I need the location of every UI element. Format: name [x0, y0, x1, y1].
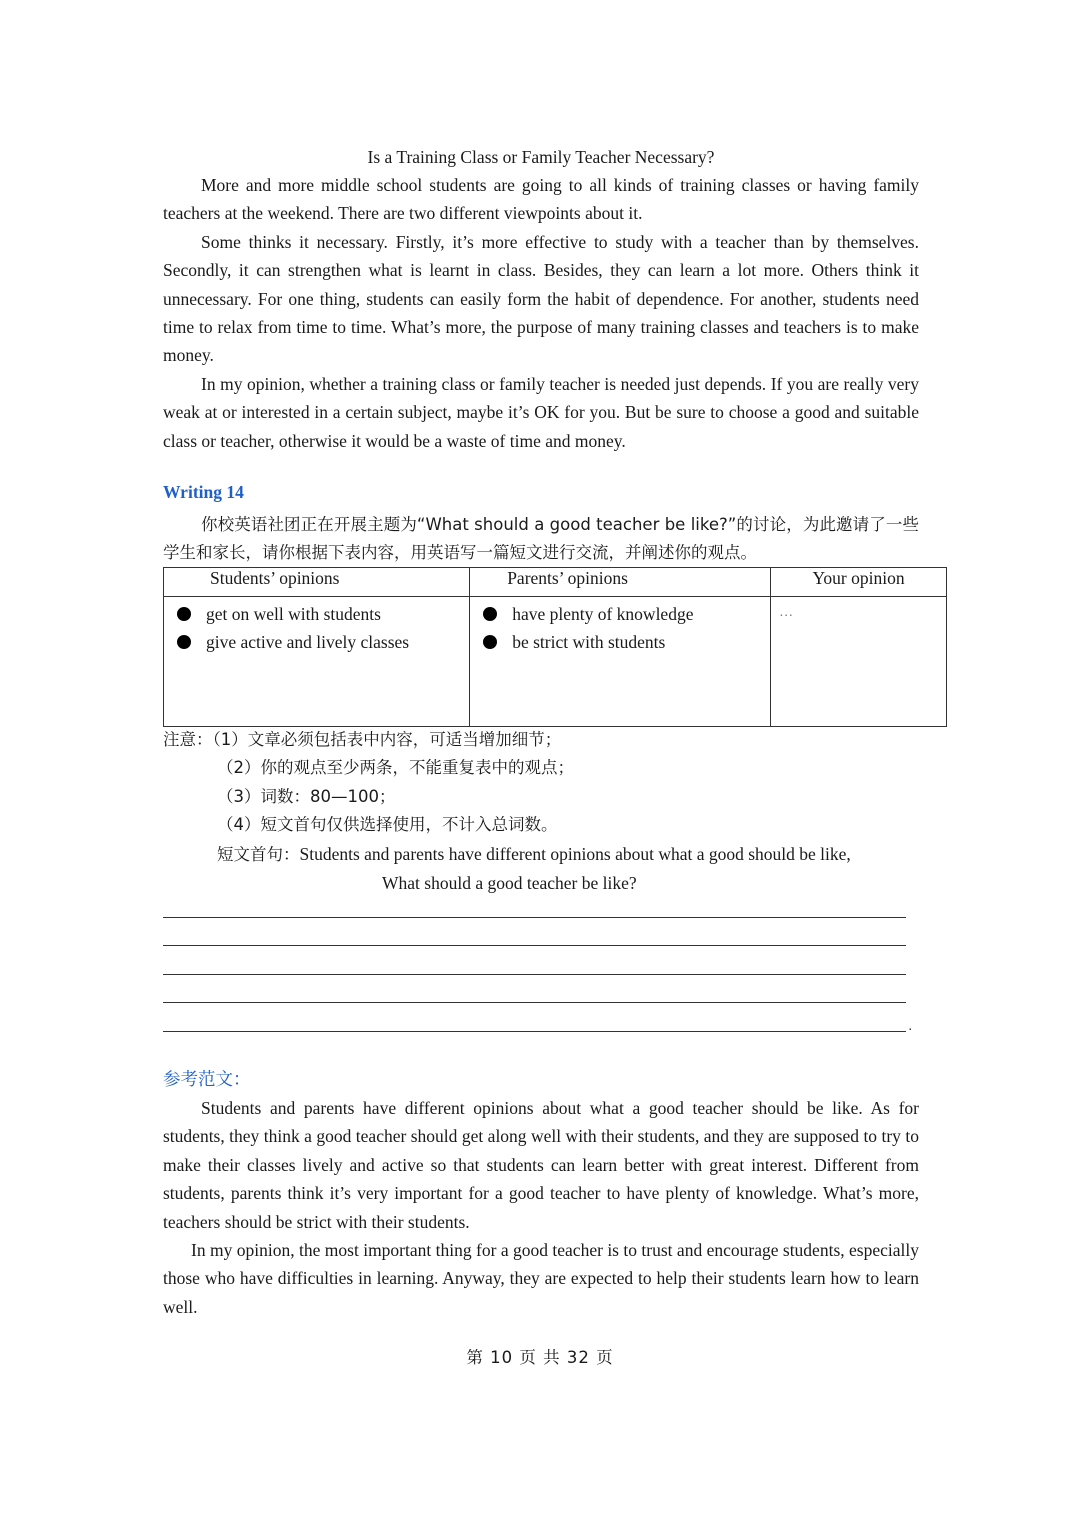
answer-line[interactable] — [163, 975, 906, 1003]
notes-label: 注意： — [163, 730, 213, 749]
opener-line-2: What should a good teacher be like? — [382, 873, 637, 894]
reference-body — [163, 1094, 919, 1321]
essay-paragraph: Some thinks it necessary. Firstly, it’s more effective to study with a teacher than by themselves. Secondly, it can strengthen what is learnt in class. Besides, they can learn a lot more. Others think it unnecessary. For one thing, students can easily form the habit of dependence. For another, students need time to relax from time to time. What’s more, the purpose of many training classes and teachers is to make money. — [163, 231, 919, 366]
header-students: Students’ opinions — [164, 568, 470, 597]
students-cell — [164, 597, 470, 727]
reference-paragraph: Students and parents have different opinions about what a good teacher should be like. As for students, they think a good teacher should get along well with their students, and they are supposed to try to make their classes lively and active so that students can learn better with great interest. Different from students, parents think it’s very important for a good teacher to have plenty of knowledge. What’s more, teachers should be strict with their students. — [163, 1098, 919, 1232]
list-item: get on well with students — [172, 600, 461, 628]
answer-line[interactable] — [163, 1003, 912, 1034]
answer-line[interactable] — [163, 918, 906, 946]
note-item: （2）你的观点至少两条，不能重复表中的观点； — [217, 758, 574, 778]
table-header-row — [164, 568, 947, 597]
answer-lines[interactable] — [163, 918, 912, 1034]
page-footer: 第 10 页 共 32 页 — [466, 1348, 614, 1367]
reference-paragraph: In my opinion, the most important thing for a good teacher is to trust and encourage students, especially those who have difficulties in learning. Anyway, they are expected to help their students learn how to learn well. — [163, 1240, 919, 1317]
list-item: be strict with students — [478, 628, 762, 656]
writing-prompt: 你校英语社团正在开展主题为“What should a good teacher be like?”的讨论，为此邀请了一些学生和家长，请你根据下表内容，用英语写一篇短文进行交流，并阐述你的观点。 — [163, 515, 919, 563]
opinions-table — [163, 567, 947, 727]
list-item: have plenty of knowledge — [478, 600, 762, 628]
opener-label: 短文首句： — [217, 844, 300, 864]
essay-paragraph: In my opinion, whether a training class or family teacher is needed just depends. If you are really very weak at or interested in a certain subject, maybe it’s OK for you. But be sure to choose a good and suitable class or teacher, otherwise it would be a waste of time and money. — [163, 373, 919, 451]
essay-body — [163, 171, 919, 455]
your-opinion-cell[interactable] — [771, 597, 947, 727]
note-item: （4）短文首句仅供选择使用，不计入总词数。 — [217, 815, 558, 835]
note-item: （3）词数：80—100； — [217, 786, 396, 806]
note-item: （1）文章必须包括表中内容，可适当增加细节； — [212, 730, 562, 749]
table-row — [164, 597, 947, 727]
header-parents: Parents’ opinions — [470, 568, 771, 597]
answer-line[interactable] — [163, 946, 906, 974]
answer-line[interactable] — [163, 890, 906, 918]
opener-row — [163, 840, 923, 869]
essay-paragraph: More and more middle school students are going to all kinds of training classes or having family teachers at the weekend. There are two different viewpoints about it. — [163, 175, 919, 224]
header-your-opinion: Your opinion — [771, 568, 947, 597]
opener-line-1: Students and parents have different opinions about what a good should be like, — [299, 843, 851, 864]
note-row — [163, 726, 923, 754]
parents-cell — [470, 597, 771, 727]
ellipsis: … — [779, 605, 795, 620]
reference-title: 参考范文： — [163, 1070, 251, 1090]
notes — [163, 726, 923, 897]
writing-heading: Writing 14 — [163, 482, 244, 502]
essay-title: Is a Training Class or Family Teacher Necessary? — [367, 147, 715, 167]
end-mark: . — [908, 1018, 912, 1034]
list-item: give active and lively classes — [172, 628, 461, 656]
